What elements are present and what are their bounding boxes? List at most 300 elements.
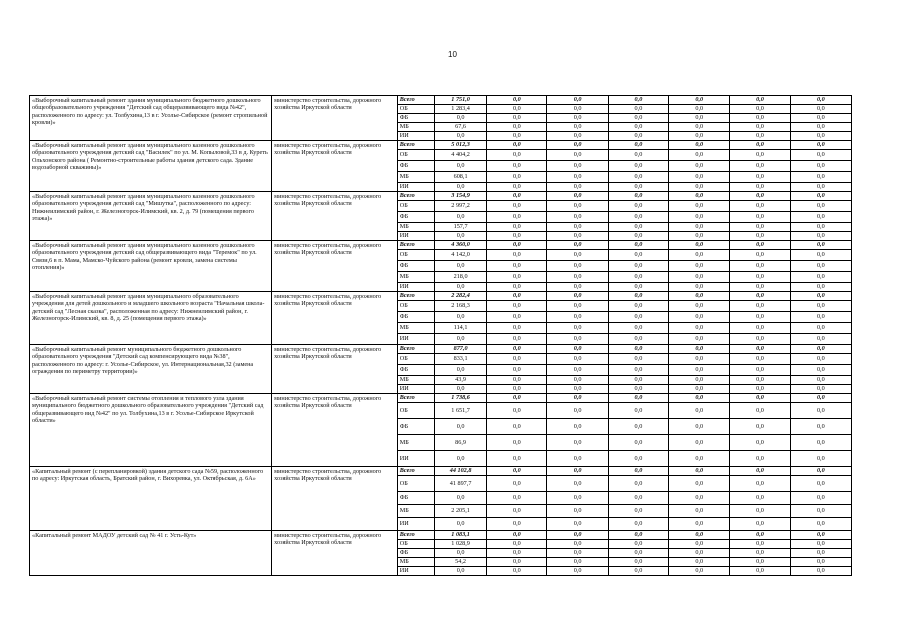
amount-cell: 0,0 <box>790 123 851 132</box>
amount-cell: 0,0 <box>730 232 790 241</box>
amount-cell: 0,0 <box>487 385 547 394</box>
amount-cell: 0,0 <box>608 505 668 518</box>
amount-cell: 0,0 <box>547 558 608 567</box>
amount-cell: 0,0 <box>669 385 730 394</box>
amount-cell: 0,0 <box>487 250 547 261</box>
amount-cell: 0,0 <box>790 451 851 467</box>
amount-cell: 0,0 <box>487 354 547 365</box>
amount-cell: 0,0 <box>669 301 730 312</box>
amount-cell: 0,0 <box>669 312 730 323</box>
amount-cell: 0,0 <box>608 114 668 123</box>
amount-cell: 0,0 <box>608 403 668 419</box>
amount-cell: 43,9 <box>434 376 486 385</box>
amount-cell: 0,0 <box>547 467 608 476</box>
amount-cell: 0,0 <box>730 114 790 123</box>
project-total-row <box>30 192 852 201</box>
amount-cell: 0,0 <box>608 212 668 223</box>
amount-cell: 0,0 <box>487 212 547 223</box>
amount-cell: 1 028,9 <box>434 540 486 549</box>
amount-cell: 0,0 <box>790 201 851 212</box>
amount-cell: 0,0 <box>669 261 730 272</box>
funding-source-label: Всего <box>397 192 434 201</box>
amount-cell: 0,0 <box>790 192 851 201</box>
amount-cell: 0,0 <box>487 451 547 467</box>
amount-cell: 4 360,0 <box>434 241 486 250</box>
amount-cell: 0,0 <box>547 492 608 505</box>
amount-cell: 0,0 <box>669 150 730 161</box>
amount-cell: 0,0 <box>730 467 790 476</box>
project-description: «Капитальный ремонт МАДОУ детский сад № 41 г. Усть-Кут» <box>30 531 272 576</box>
funding-source-label: ОБ <box>397 354 434 365</box>
amount-cell: 67,6 <box>434 123 486 132</box>
amount-cell: 0,0 <box>790 518 851 531</box>
responsible-executor: министерство строительства, дорожного хозяйства Иркутской области <box>272 467 398 531</box>
amount-cell: 0,0 <box>608 292 668 301</box>
amount-cell: 0,0 <box>487 531 547 540</box>
amount-cell: 0,0 <box>730 394 790 403</box>
amount-cell: 0,0 <box>790 261 851 272</box>
page-number: 10 <box>448 50 457 59</box>
amount-cell: 0,0 <box>669 365 730 376</box>
amount-cell: 0,0 <box>434 567 486 576</box>
amount-cell: 0,0 <box>434 132 486 141</box>
responsible-executor: министерство строительства, дорожного хозяйства Иркутской области <box>272 96 398 141</box>
responsible-executor: министерство строительства, дорожного хозяйства Иркутской области <box>272 141 398 192</box>
amount-cell: 0,0 <box>608 451 668 467</box>
amount-cell: 0,0 <box>547 376 608 385</box>
amount-cell: 0,0 <box>547 549 608 558</box>
amount-cell: 0,0 <box>730 283 790 292</box>
amount-cell: 0,0 <box>790 476 851 492</box>
amount-cell: 0,0 <box>608 150 668 161</box>
amount-cell: 0,0 <box>487 283 547 292</box>
amount-cell: 0,0 <box>434 232 486 241</box>
project-description: «Выборочный капитальный ремонт здания муниципального образовательного учреждения для детей дошкольного и младшего школьного возраста "Начальная школа-детский сад "Лесная сказка", расположенная по адресу: Нижнеилимский район, г. Железногорск-Илимский, кв. 8, д. 25 (помещения первого этажа)» <box>30 292 272 345</box>
amount-cell: 0,0 <box>487 403 547 419</box>
amount-cell: 0,0 <box>608 345 668 354</box>
amount-cell: 0,0 <box>487 558 547 567</box>
funding-source-label: ИИ <box>397 385 434 394</box>
project-description: «Капитальный ремонт (с перепланировкой) здания детского сада №59, расположенного по адресу: Иркутская область, Братский район, г. Вихоревка, ул. Октябрьская, д. 6А» <box>30 467 272 531</box>
amount-cell: 0,0 <box>608 201 668 212</box>
amount-cell: 0,0 <box>730 558 790 567</box>
amount-cell: 0,0 <box>608 192 668 201</box>
amount-cell: 0,0 <box>547 261 608 272</box>
amount-cell: 0,0 <box>730 435 790 451</box>
amount-cell: 0,0 <box>487 518 547 531</box>
responsible-executor: министерство строительства, дорожного хозяйства Иркутской области <box>272 345 398 394</box>
budget-table <box>29 95 852 576</box>
amount-cell: 0,0 <box>730 261 790 272</box>
amount-cell: 0,0 <box>608 376 668 385</box>
funding-source-label: ОБ <box>397 105 434 114</box>
amount-cell: 0,0 <box>790 558 851 567</box>
amount-cell: 44 102,8 <box>434 467 486 476</box>
funding-source-label: МБ <box>397 223 434 232</box>
amount-cell: 0,0 <box>487 467 547 476</box>
funding-source-label: ИИ <box>397 232 434 241</box>
amount-cell: 0,0 <box>487 241 547 250</box>
amount-cell: 0,0 <box>790 283 851 292</box>
project-total-row <box>30 394 852 403</box>
responsible-executor: министерство строительства, дорожного хозяйства Иркутской области <box>272 192 398 241</box>
amount-cell: 0,0 <box>487 172 547 183</box>
funding-source-label: Всего <box>397 96 434 105</box>
amount-cell: 0,0 <box>730 549 790 558</box>
amount-cell: 0,0 <box>547 312 608 323</box>
amount-cell: 0,0 <box>608 549 668 558</box>
amount-cell: 0,0 <box>434 385 486 394</box>
funding-source-label: ОБ <box>397 250 434 261</box>
amount-cell: 0,0 <box>730 403 790 419</box>
amount-cell: 0,0 <box>547 161 608 172</box>
amount-cell: 0,0 <box>547 114 608 123</box>
amount-cell: 0,0 <box>790 385 851 394</box>
funding-source-label: Всего <box>397 292 434 301</box>
amount-cell: 0,0 <box>790 403 851 419</box>
amount-cell: 0,0 <box>608 385 668 394</box>
amount-cell: 0,0 <box>669 323 730 334</box>
funding-source-label: Всего <box>397 141 434 150</box>
amount-cell: 0,0 <box>547 567 608 576</box>
amount-cell: 0,0 <box>730 96 790 105</box>
amount-cell: 0,0 <box>608 558 668 567</box>
amount-cell: 0,0 <box>487 141 547 150</box>
amount-cell: 0,0 <box>608 105 668 114</box>
project-description: «Выборочный капитальный ремонт здания муниципального бюджетного дошкольного общеобразовательного учреждения "Детский сад общеразвивающего вида №42", расположенного по адресу: ул. Толбухина,13 в г. Усолье-Сибирское (ремонт стропильной кровли)» <box>30 96 272 141</box>
amount-cell: 0,0 <box>434 261 486 272</box>
project-description: «Выборочный капитальный ремонт здания муниципального казенного дошкольного образовательного учреждения детский сад общеразвивающего вида "Теремок" по ул. Связи,6 в п. Мама, Мамско-Чуйского района (ремонт кровли, замена системы отопления)» <box>30 241 272 292</box>
funding-source-label: Всего <box>397 394 434 403</box>
amount-cell: 0,0 <box>790 114 851 123</box>
amount-cell: 0,0 <box>730 123 790 132</box>
amount-cell: 0,0 <box>790 345 851 354</box>
funding-source-label: ИИ <box>397 334 434 345</box>
amount-cell: 0,0 <box>547 183 608 192</box>
amount-cell: 0,0 <box>608 531 668 540</box>
funding-source-label: МБ <box>397 376 434 385</box>
amount-cell: 0,0 <box>790 301 851 312</box>
amount-cell: 0,0 <box>669 505 730 518</box>
project-description: «Выборочный капитальный ремонт здания муниципального казенного дошкольного образовательного учреждения детский сад "Мишутка", расположенного по адресу: Нижнеилимский район, г. Железногорск-Илимский, кв. 2, д. 79 (помещения первого этажа)» <box>30 192 272 241</box>
amount-cell: 0,0 <box>487 365 547 376</box>
amount-cell: 0,0 <box>547 365 608 376</box>
amount-cell: 4 142,0 <box>434 250 486 261</box>
amount-cell: 218,0 <box>434 272 486 283</box>
funding-source-label: ФБ <box>397 261 434 272</box>
amount-cell: 0,0 <box>487 345 547 354</box>
project-total-row <box>30 241 852 250</box>
amount-cell: 0,0 <box>730 161 790 172</box>
amount-cell: 0,0 <box>669 345 730 354</box>
amount-cell: 0,0 <box>790 531 851 540</box>
amount-cell: 0,0 <box>730 223 790 232</box>
amount-cell: 0,0 <box>547 345 608 354</box>
amount-cell: 0,0 <box>790 419 851 435</box>
amount-cell: 0,0 <box>434 283 486 292</box>
amount-cell: 0,0 <box>790 435 851 451</box>
amount-cell: 2 282,4 <box>434 292 486 301</box>
project-total-row <box>30 467 852 476</box>
funding-source-label: ИИ <box>397 518 434 531</box>
amount-cell: 0,0 <box>608 476 668 492</box>
amount-cell: 0,0 <box>608 540 668 549</box>
amount-cell: 0,0 <box>547 150 608 161</box>
amount-cell: 1 751,0 <box>434 96 486 105</box>
amount-cell: 0,0 <box>608 141 668 150</box>
funding-source-label: МБ <box>397 435 434 451</box>
amount-cell: 0,0 <box>790 183 851 192</box>
funding-source-label: ИИ <box>397 283 434 292</box>
amount-cell: 0,0 <box>730 365 790 376</box>
amount-cell: 0,0 <box>790 272 851 283</box>
funding-source-label: Всего <box>397 467 434 476</box>
funding-source-label: ФБ <box>397 365 434 376</box>
amount-cell: 0,0 <box>608 301 668 312</box>
amount-cell: 0,0 <box>487 272 547 283</box>
responsible-executor: министерство строительства, дорожного хозяйства Иркутской области <box>272 241 398 292</box>
amount-cell: 0,0 <box>730 183 790 192</box>
amount-cell: 0,0 <box>730 301 790 312</box>
amount-cell: 0,0 <box>487 192 547 201</box>
amount-cell: 2 205,1 <box>434 505 486 518</box>
amount-cell: 4 404,2 <box>434 150 486 161</box>
amount-cell: 0,0 <box>608 467 668 476</box>
amount-cell: 0,0 <box>487 376 547 385</box>
amount-cell: 0,0 <box>669 114 730 123</box>
responsible-executor: министерство строительства, дорожного хозяйства Иркутской области <box>272 292 398 345</box>
amount-cell: 0,0 <box>669 354 730 365</box>
amount-cell: 0,0 <box>547 292 608 301</box>
funding-source-label: Всего <box>397 345 434 354</box>
amount-cell: 0,0 <box>487 114 547 123</box>
amount-cell: 86,9 <box>434 435 486 451</box>
amount-cell: 0,0 <box>547 334 608 345</box>
amount-cell: 0,0 <box>487 505 547 518</box>
funding-source-label: ФБ <box>397 161 434 172</box>
amount-cell: 0,0 <box>608 323 668 334</box>
amount-cell: 0,0 <box>790 161 851 172</box>
amount-cell: 0,0 <box>547 451 608 467</box>
amount-cell: 0,0 <box>730 192 790 201</box>
amount-cell: 0,0 <box>790 150 851 161</box>
project-description: «Выборочный капитальный ремонт муниципального бюджетного дошкольного образовательного учреждения "Детский сад компенсирующего вида №38", расположенного по адресу: г. Усолье-Сибирское, ул. Интернациональная,32 (замена ограждения по периметру территории)» <box>30 345 272 394</box>
amount-cell: 0,0 <box>608 492 668 505</box>
amount-cell: 0,0 <box>790 241 851 250</box>
amount-cell: 0,0 <box>608 518 668 531</box>
amount-cell: 0,0 <box>608 223 668 232</box>
funding-source-label: МБ <box>397 172 434 183</box>
amount-cell: 0,0 <box>608 419 668 435</box>
amount-cell: 0,0 <box>487 183 547 192</box>
amount-cell: 0,0 <box>547 476 608 492</box>
amount-cell: 0,0 <box>790 394 851 403</box>
amount-cell: 0,0 <box>669 192 730 201</box>
funding-source-label: ФБ <box>397 492 434 505</box>
amount-cell: 0,0 <box>790 312 851 323</box>
amount-cell: 0,0 <box>547 531 608 540</box>
amount-cell: 0,0 <box>669 435 730 451</box>
amount-cell: 0,0 <box>730 451 790 467</box>
amount-cell: 0,0 <box>669 283 730 292</box>
amount-cell: 0,0 <box>730 419 790 435</box>
amount-cell: 2 997,2 <box>434 201 486 212</box>
amount-cell: 0,0 <box>487 301 547 312</box>
amount-cell: 0,0 <box>669 232 730 241</box>
amount-cell: 0,0 <box>547 272 608 283</box>
project-description: «Выборочный капитальный ремонт системы отопления и теплового узла здания муниципального бюджетного дошкольного образовательного учреждения "Детский сад общеразвивающего вид №42" по ул. Толбухина,13 в г. Усолье-Сибирское Иркутской области» <box>30 394 272 467</box>
amount-cell: 0,0 <box>790 172 851 183</box>
amount-cell: 0,0 <box>547 394 608 403</box>
amount-cell: 0,0 <box>608 132 668 141</box>
responsible-executor: министерство строительства, дорожного хозяйства Иркутской области <box>272 531 398 576</box>
amount-cell: 0,0 <box>608 183 668 192</box>
amount-cell: 0,0 <box>608 250 668 261</box>
amount-cell: 0,0 <box>547 250 608 261</box>
funding-source-label: ОБ <box>397 540 434 549</box>
amount-cell: 0,0 <box>790 292 851 301</box>
amount-cell: 0,0 <box>608 312 668 323</box>
amount-cell: 0,0 <box>669 567 730 576</box>
amount-cell: 0,0 <box>487 394 547 403</box>
amount-cell: 0,0 <box>547 223 608 232</box>
amount-cell: 0,0 <box>790 467 851 476</box>
amount-cell: 0,0 <box>669 201 730 212</box>
amount-cell: 0,0 <box>608 123 668 132</box>
amount-cell: 0,0 <box>669 141 730 150</box>
funding-source-label: Всего <box>397 531 434 540</box>
amount-cell: 0,0 <box>730 385 790 394</box>
amount-cell: 0,0 <box>487 567 547 576</box>
amount-cell: 0,0 <box>669 96 730 105</box>
amount-cell: 0,0 <box>547 141 608 150</box>
funding-source-label: ФБ <box>397 114 434 123</box>
amount-cell: 0,0 <box>608 394 668 403</box>
amount-cell: 0,0 <box>434 312 486 323</box>
amount-cell: 0,0 <box>434 518 486 531</box>
amount-cell: 0,0 <box>487 161 547 172</box>
amount-cell: 0,0 <box>608 161 668 172</box>
amount-cell: 0,0 <box>790 250 851 261</box>
amount-cell: 0,0 <box>669 531 730 540</box>
amount-cell: 0,0 <box>608 241 668 250</box>
amount-cell: 0,0 <box>669 241 730 250</box>
amount-cell: 0,0 <box>790 232 851 241</box>
amount-cell: 0,0 <box>547 132 608 141</box>
amount-cell: 0,0 <box>790 540 851 549</box>
amount-cell: 0,0 <box>547 540 608 549</box>
amount-cell: 114,1 <box>434 323 486 334</box>
amount-cell: 608,1 <box>434 172 486 183</box>
amount-cell: 0,0 <box>669 467 730 476</box>
amount-cell: 0,0 <box>669 183 730 192</box>
amount-cell: 1 083,1 <box>434 531 486 540</box>
amount-cell: 0,0 <box>487 232 547 241</box>
amount-cell: 0,0 <box>608 567 668 576</box>
amount-cell: 0,0 <box>608 354 668 365</box>
amount-cell: 1 283,4 <box>434 105 486 114</box>
amount-cell: 0,0 <box>434 334 486 345</box>
amount-cell: 0,0 <box>790 567 851 576</box>
amount-cell: 0,0 <box>547 123 608 132</box>
amount-cell: 0,0 <box>669 419 730 435</box>
amount-cell: 0,0 <box>730 172 790 183</box>
amount-cell: 0,0 <box>487 132 547 141</box>
amount-cell: 0,0 <box>547 105 608 114</box>
amount-cell: 0,0 <box>730 323 790 334</box>
project-total-row <box>30 141 852 150</box>
project-description: «Выборочный капитальный ремонт здания муниципального казенного дошкольного образовательного учреждения детский сад "Василек" по ул. М. Копыловой,33 в д. Куреть Ольхонского района ( Ремонтно-строительные работы здания детского сада. Здание водозаборной скважины)» <box>30 141 272 192</box>
amount-cell: 0,0 <box>669 172 730 183</box>
amount-cell: 0,0 <box>434 183 486 192</box>
amount-cell: 0,0 <box>669 518 730 531</box>
funding-source-label: ОБ <box>397 301 434 312</box>
amount-cell: 0,0 <box>730 476 790 492</box>
amount-cell: 0,0 <box>790 492 851 505</box>
funding-source-label: ФБ <box>397 549 434 558</box>
amount-cell: 0,0 <box>730 141 790 150</box>
amount-cell: 0,0 <box>790 96 851 105</box>
budget-table-body <box>30 96 852 576</box>
amount-cell: 0,0 <box>790 105 851 114</box>
amount-cell: 0,0 <box>730 345 790 354</box>
amount-cell: 0,0 <box>487 435 547 451</box>
amount-cell: 0,0 <box>608 232 668 241</box>
amount-cell: 0,0 <box>434 549 486 558</box>
amount-cell: 0,0 <box>730 132 790 141</box>
amount-cell: 0,0 <box>434 114 486 123</box>
amount-cell: 0,0 <box>547 283 608 292</box>
amount-cell: 0,0 <box>434 161 486 172</box>
amount-cell: 0,0 <box>487 419 547 435</box>
amount-cell: 0,0 <box>669 105 730 114</box>
amount-cell: 0,0 <box>669 250 730 261</box>
amount-cell: 0,0 <box>669 492 730 505</box>
amount-cell: 0,0 <box>487 323 547 334</box>
project-total-row <box>30 345 852 354</box>
amount-cell: 0,0 <box>547 96 608 105</box>
amount-cell: 0,0 <box>730 540 790 549</box>
amount-cell: 0,0 <box>669 451 730 467</box>
funding-source-label: МБ <box>397 272 434 283</box>
amount-cell: 0,0 <box>790 376 851 385</box>
funding-source-label: ОБ <box>397 476 434 492</box>
amount-cell: 0,0 <box>608 435 668 451</box>
amount-cell: 833,1 <box>434 354 486 365</box>
funding-source-label: МБ <box>397 123 434 132</box>
amount-cell: 0,0 <box>547 518 608 531</box>
project-total-row <box>30 96 852 105</box>
funding-source-label: МБ <box>397 558 434 567</box>
funding-source-label: ФБ <box>397 312 434 323</box>
funding-source-label: ФБ <box>397 212 434 223</box>
project-total-row <box>30 531 852 540</box>
amount-cell: 0,0 <box>547 201 608 212</box>
amount-cell: 0,0 <box>608 96 668 105</box>
amount-cell: 0,0 <box>487 261 547 272</box>
amount-cell: 0,0 <box>487 123 547 132</box>
amount-cell: 0,0 <box>790 132 851 141</box>
amount-cell: 0,0 <box>669 123 730 132</box>
funding-source-label: ИИ <box>397 567 434 576</box>
amount-cell: 0,0 <box>547 172 608 183</box>
amount-cell: 1 651,7 <box>434 403 486 419</box>
amount-cell: 0,0 <box>487 334 547 345</box>
amount-cell: 0,0 <box>487 150 547 161</box>
amount-cell: 0,0 <box>669 223 730 232</box>
amount-cell: 1 738,6 <box>434 394 486 403</box>
amount-cell: 0,0 <box>730 312 790 323</box>
